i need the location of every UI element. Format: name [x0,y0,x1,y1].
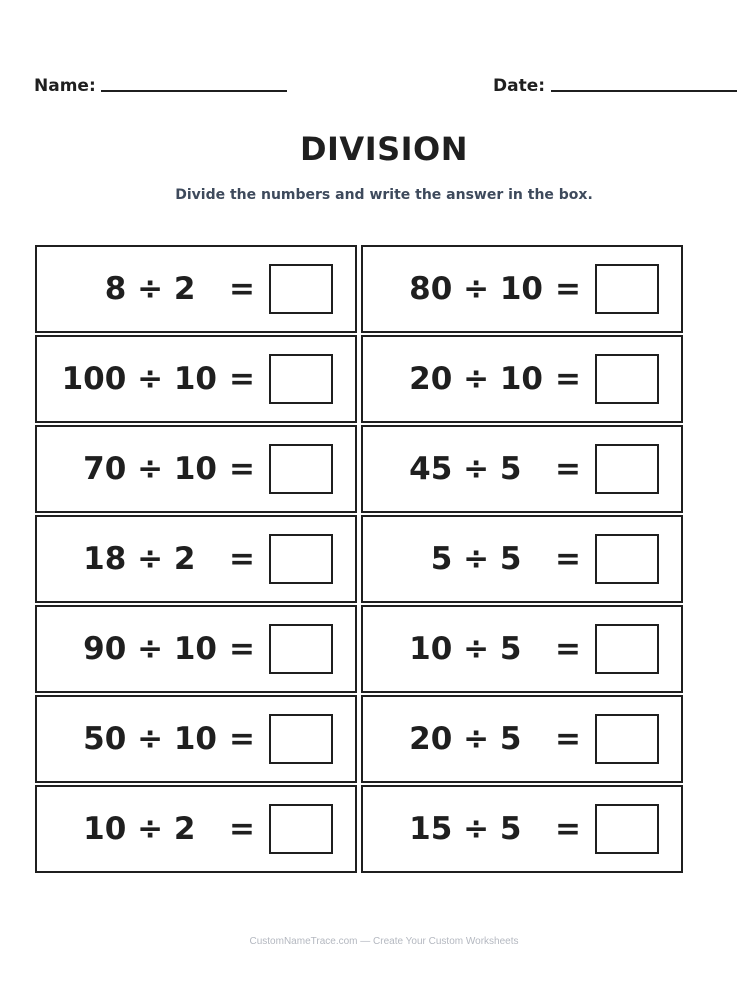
date-line[interactable] [551,90,737,92]
equals-sign: = [229,361,255,397]
problem-cell [361,245,683,333]
problem-expression: 20 ÷ 5 [409,721,543,757]
problem-cell [35,515,357,603]
answer-box[interactable] [595,714,659,764]
answer-box[interactable] [269,714,333,764]
equals-sign: = [229,721,255,757]
name-label: Name: [34,76,96,96]
equals-sign: = [229,271,255,307]
problem-cell [361,785,683,873]
problem-cell [361,515,683,603]
equals-sign: = [555,721,581,757]
date-label: Date: [493,76,546,96]
equals-sign: = [555,451,581,487]
answer-box[interactable] [595,534,659,584]
answer-box[interactable] [269,354,333,404]
answer-box[interactable] [269,444,333,494]
problem-cell [361,335,683,423]
equals-sign: = [555,361,581,397]
problem-cell [361,695,683,783]
problem-expression: 100 ÷ 10 [61,361,217,397]
answer-box[interactable] [269,264,333,314]
instructions: Divide the numbers and write the answer in the box. [175,187,593,203]
equals-sign: = [555,541,581,577]
problem-cell [35,695,357,783]
problem-grid [35,245,683,873]
equals-sign: = [555,811,581,847]
problem-cell [361,605,683,693]
equals-sign: = [229,811,255,847]
name-line[interactable] [101,90,287,92]
footer-credit: CustomNameTrace.com — Create Your Custom Worksheets [249,936,519,947]
problem-expression: 45 ÷ 5 [409,451,543,487]
problem-cell [35,785,357,873]
equals-sign: = [555,631,581,667]
equals-sign: = [555,271,581,307]
problem-expression: 5 ÷ 5 [430,541,543,577]
problem-expression: 50 ÷ 10 [83,721,217,757]
answer-box[interactable] [595,624,659,674]
answer-box[interactable] [595,354,659,404]
problem-cell [35,605,357,693]
problem-cell [35,335,357,423]
problem-cell [35,425,357,513]
equals-sign: = [229,451,255,487]
problem-expression: 15 ÷ 5 [409,811,543,847]
page-title: DIVISION [299,130,469,168]
answer-box[interactable] [595,804,659,854]
problem-cell [35,245,357,333]
problem-expression: 70 ÷ 10 [83,451,217,487]
equals-sign: = [229,541,255,577]
answer-box[interactable] [269,804,333,854]
problem-expression: 8 ÷ 2 [104,271,217,307]
problem-expression: 80 ÷ 10 [409,271,543,307]
problem-expression: 18 ÷ 2 [83,541,217,577]
answer-box[interactable] [269,624,333,674]
problem-cell [361,425,683,513]
answer-box[interactable] [595,264,659,314]
problem-expression: 10 ÷ 2 [83,811,217,847]
equals-sign: = [229,631,255,667]
answer-box[interactable] [269,534,333,584]
problem-expression: 20 ÷ 10 [409,361,543,397]
problem-expression: 10 ÷ 5 [409,631,543,667]
answer-box[interactable] [595,444,659,494]
problem-expression: 90 ÷ 10 [83,631,217,667]
